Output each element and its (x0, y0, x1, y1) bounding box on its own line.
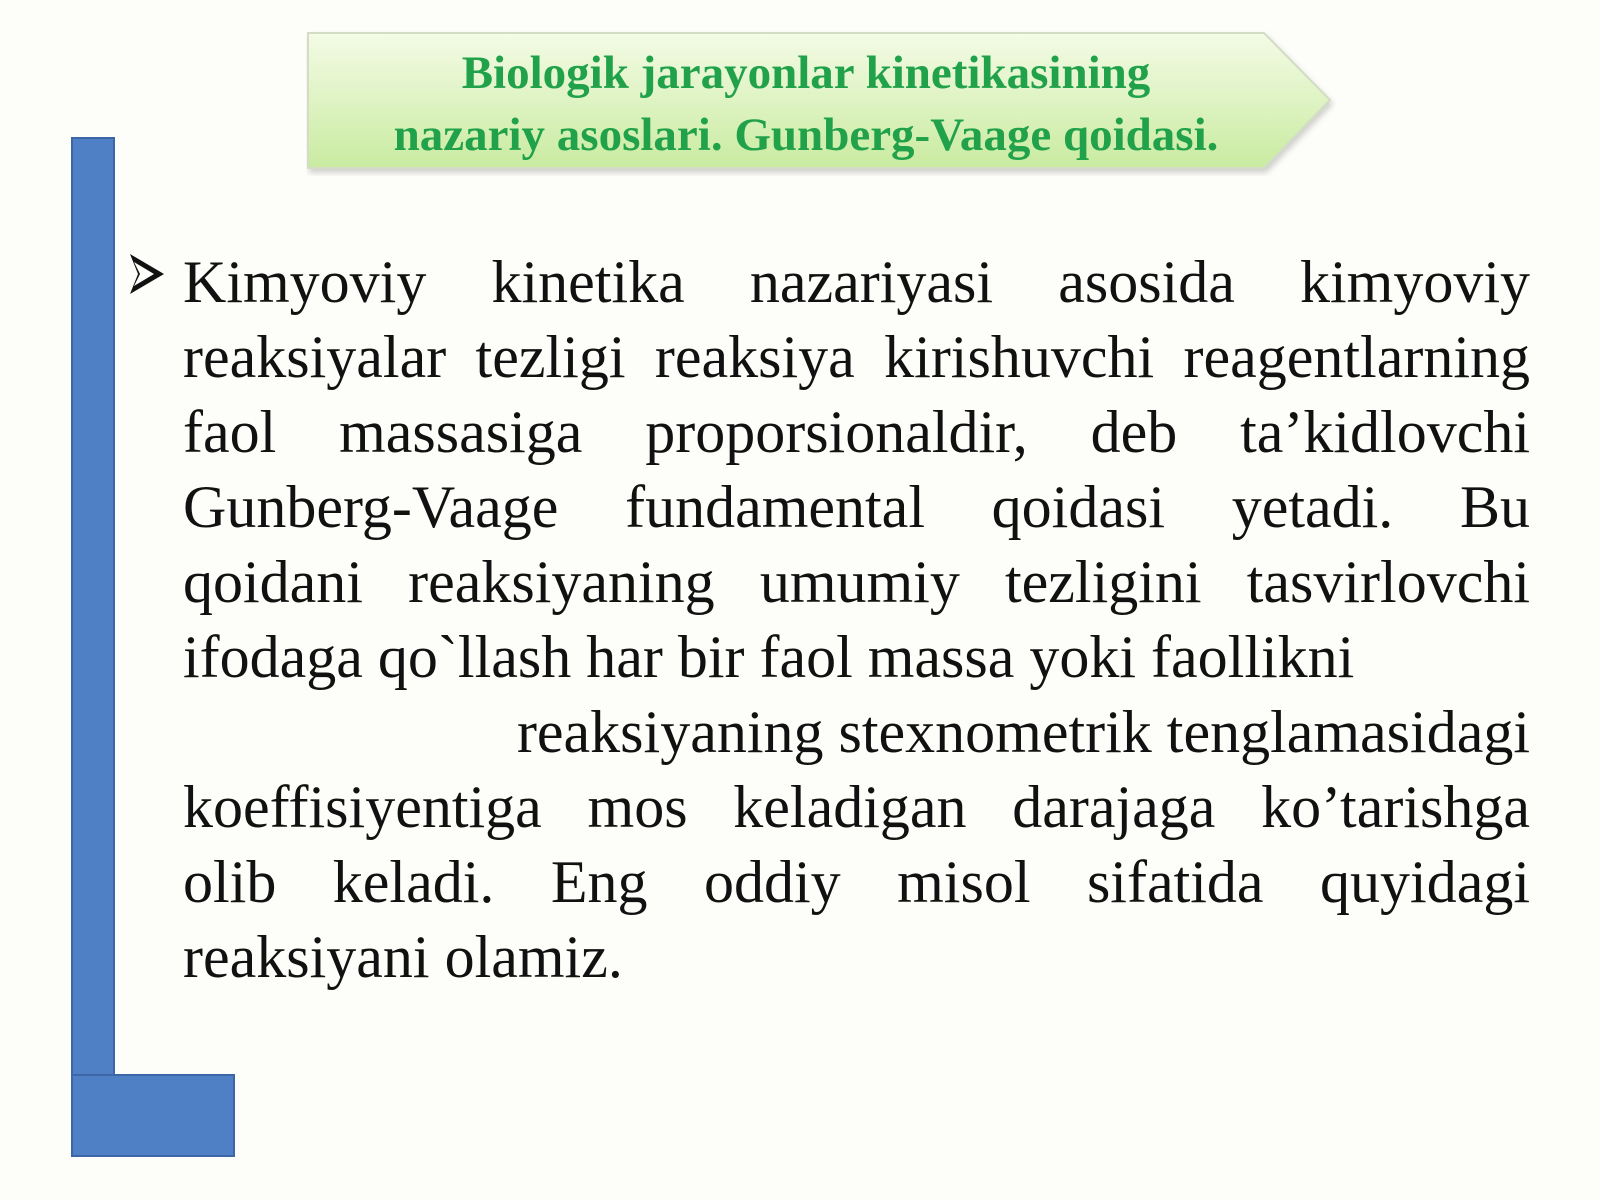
body-line-4: Gunberg-Vaage fundamental qoidasi yetadi. Bu (183, 474, 1530, 540)
body-line-3: faol massasiga proporsionaldir, deb ta’kidlovchi (183, 399, 1530, 465)
body-line-8: koeffisiyentiga mos keladigan darajaga ko’tarishga (183, 774, 1530, 840)
title-banner (306, 30, 1336, 176)
body-line-6: ifodaga qo`llash har bir faol massa yoki faollikni (183, 624, 1355, 690)
body-line-5: qoidani reaksiyaning umumiy tezligini tasvirlovchi (183, 549, 1530, 615)
slide-title (326, 42, 1286, 166)
bracket-joint (73, 1076, 113, 1155)
body-line-10: reaksiyani olamiz. (183, 924, 623, 990)
title-line-2: nazariy asoslari. Gunberg-Vaage qoidasi. (393, 109, 1219, 161)
title-line-1: Biologik jarayonlar kinetikasining (461, 47, 1151, 99)
arrowhead-bullet-icon (128, 252, 168, 298)
body-line-1: Kimyoviy kinetika nazariyasi asosida kimyoviy (183, 249, 1530, 315)
body-paragraph (183, 245, 1530, 995)
body-line-7: reaksiyaning stexnometrik tenglamasidagi (516, 699, 1530, 765)
bracket-vertical-bar (71, 137, 115, 1157)
body-line-2: reaksiyalar tezligi reaksiya kirishuvchi reagentlarning (183, 324, 1530, 390)
body-line-9: olib keladi. Eng oddiy misol sifatida quyidagi (183, 849, 1530, 915)
